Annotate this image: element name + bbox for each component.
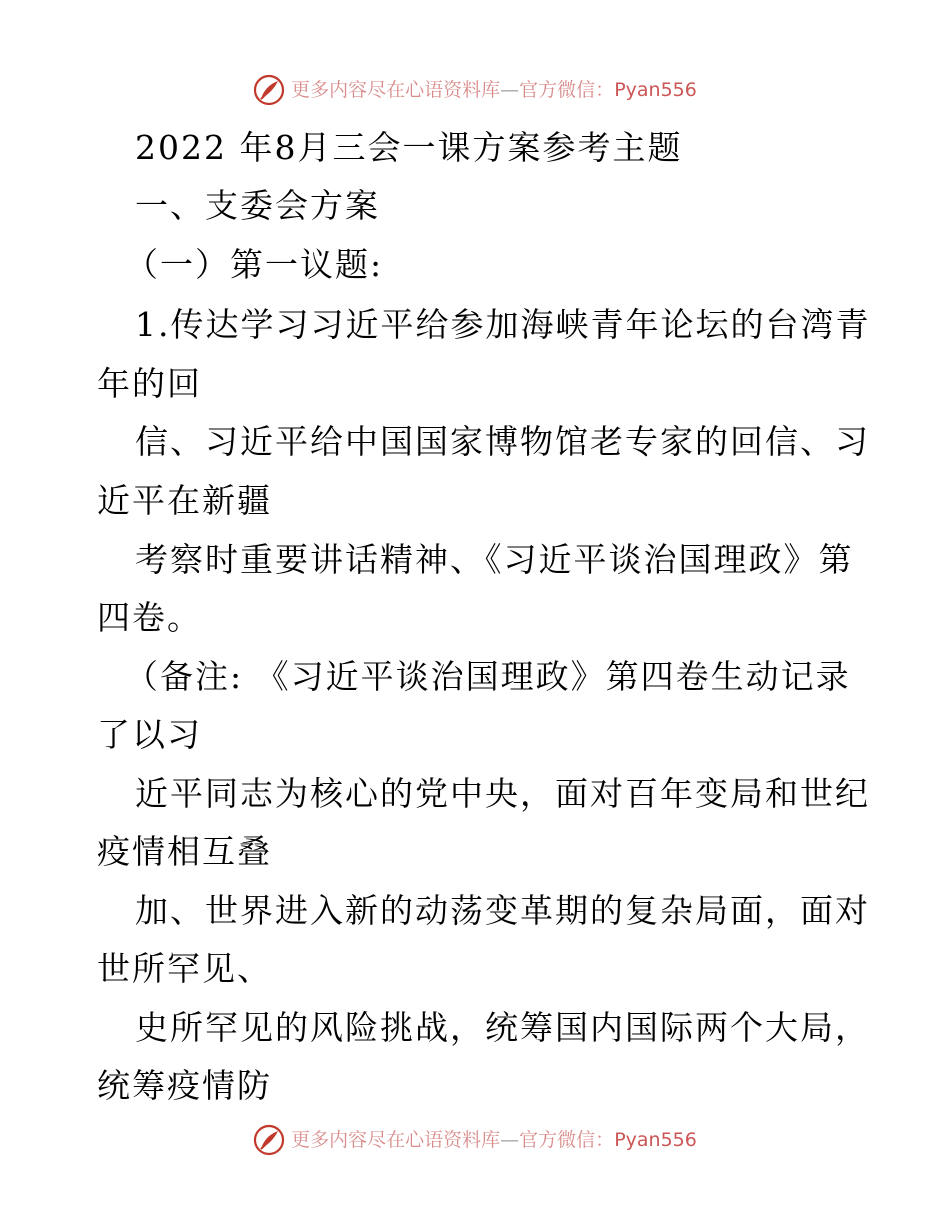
paragraph-line: 世所罕见、 <box>97 949 272 988</box>
paragraph-line: 考察时重要讲话精神、《习近平谈治国理政》第 <box>135 540 854 579</box>
watermark-text <box>291 78 697 101</box>
watermark-main-text: 更多内容尽在心语资料库 <box>291 78 501 101</box>
paragraph-line: （备注: 《习近平谈治国理政》第四卷生动记录 <box>125 657 851 696</box>
section-heading: 一、支委会方案 <box>135 186 380 225</box>
watermark-group <box>253 1124 697 1156</box>
paragraph-line: 近平在新疆 <box>97 481 272 520</box>
quill-logo-icon <box>253 1124 285 1156</box>
paragraph-line: 信、习近平给中国国家博物馆老专家的回信、习 <box>135 422 870 461</box>
quill-logo-icon <box>253 74 285 106</box>
paragraph-line: 四卷。 <box>97 598 202 637</box>
paragraph-line: 统筹疫情防 <box>97 1066 272 1105</box>
watermark-text <box>291 1128 697 1151</box>
document-title: 2022 年8月三会一课方案参考主题 <box>135 128 683 167</box>
watermark-separator: — <box>500 78 520 101</box>
watermark-main-text: 更多内容尽在心语资料库 <box>291 1128 501 1151</box>
paragraph-line: 近平同志为核心的党中央，面对百年变局和世纪 <box>135 774 870 813</box>
watermark-wechat-id: Pyan556 <box>614 1128 697 1151</box>
paragraph-line: 年的回 <box>97 364 202 403</box>
footer-watermark <box>0 1120 950 1160</box>
paragraph-line: 1.传达学习习近平给参加海峡青年论坛的台湾青 <box>135 305 871 344</box>
watermark-wechat-id: Pyan556 <box>614 78 697 101</box>
watermark-separator: — <box>500 1128 520 1151</box>
subsection-heading: （一）第一议题: <box>125 245 384 284</box>
watermark-wechat-label: 官方微信： <box>519 78 615 101</box>
header-watermark <box>0 70 950 110</box>
paragraph-line: 加、世界进入新的动荡变革期的复杂局面，面对 <box>135 891 870 930</box>
paragraph-line: 了以习 <box>97 715 202 754</box>
paragraph-line: 史所罕见的风险挑战，统筹国内国际两个大局， <box>135 1008 870 1047</box>
watermark-group <box>253 74 697 106</box>
paragraph-line: 疫情相互叠 <box>97 832 272 871</box>
watermark-wechat-label: 官方微信： <box>519 1128 615 1151</box>
